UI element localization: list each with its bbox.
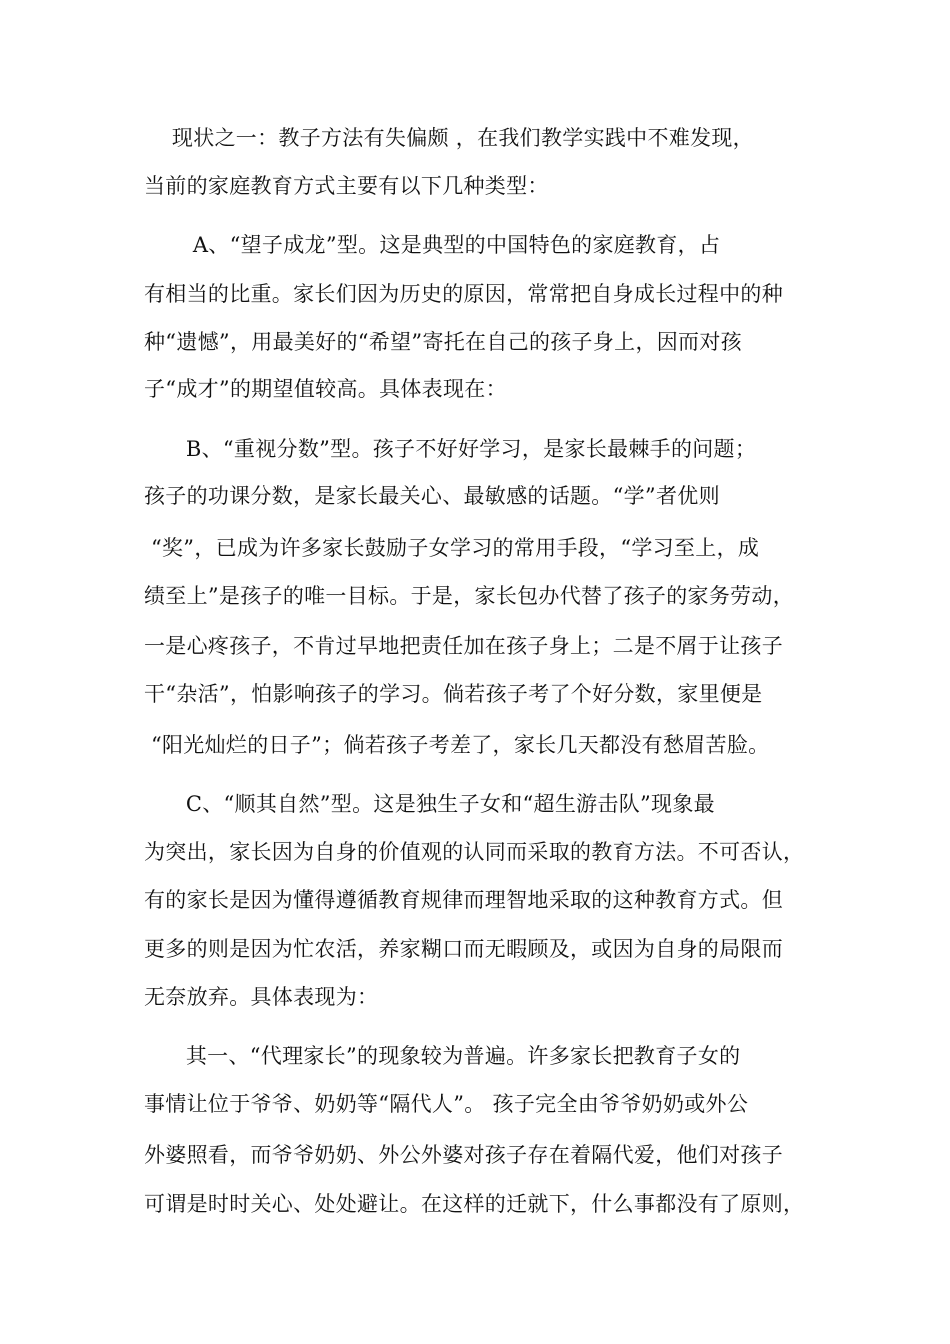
text-line: 当前的家庭教育方式主要有以下几种类型： [144,174,549,198]
text-line: 为突出，家长因为自身的价值观的认同而采取的教育方法。不可否认， [144,840,805,864]
text-line: 种“遗憾”，用最美好的“希望”寄托在自己的孩子身上，因而对孩 [144,330,742,354]
text-line: 有相当的比重。家长们因为历史的原因，常常把自身成长过程中的种 [144,282,783,306]
text-line: 其一、“代理家长”的现象较为普遍。许多家长把教育子女的 [144,1044,741,1068]
text-line: 干“杂活”，怕影响孩子的学习。倘若孩子考了个好分数，家里便是 [144,682,763,706]
text-line: 孩子的功课分数，是家长最关心、最敏感的话题。“学”者优则 [144,484,720,508]
text-line: 外婆照看，而爷爷奶奶、外公外婆对孩子存在着隔代爱，他们对孩子 [144,1143,783,1167]
text-line: “阳光灿烂的日子”；倘若孩子考差了，家长几天都没有愁眉苦脸。 [144,733,770,757]
text-line: 一是心疼孩子，不肯过早地把责任加在孩子身上；二是不屑于让孩子 [144,634,783,658]
text-line: A、“望子成龙”型。这是典型的中国特色的家庭教育，占 [144,233,721,257]
text-line: 无奈放弃。具体表现为： [144,985,379,1009]
text-line: C、“顺其自然”型。这是独生子女和“超生游击队”现象最 [144,792,715,816]
text-line: 可谓是时时关心、处处避让。在这样的迁就下，什么事都没有了原则， [144,1192,805,1216]
text-line: “奖”，已成为许多家长鼓励子女学习的常用手段，“学习至上，成 [144,536,760,560]
text-line: 事情让位于爷爷、奶奶等“隔代人”。 孩子完全由爷爷奶奶或外公 [144,1092,749,1116]
text-line: 更多的则是因为忙农活，养家糊口而无暇顾及，或因为自身的局限而 [144,937,783,961]
text-line: 有的家长是因为懂得遵循教育规律而理智地采取的这种教育方式。但 [144,888,783,912]
text-line: 子“成才”的期望值较高。具体表现在： [144,377,507,401]
text-line: 现状之一：教子方法有失偏颇 ，在我们教学实践中不难发现， [144,126,754,150]
text-line: B、“重视分数”型。孩子不好好学习，是家长最棘手的问题； [144,437,757,461]
text-line: 绩至上”是孩子的唯一目标。于是，家长包办代替了孩子的家务劳动， [144,584,795,608]
